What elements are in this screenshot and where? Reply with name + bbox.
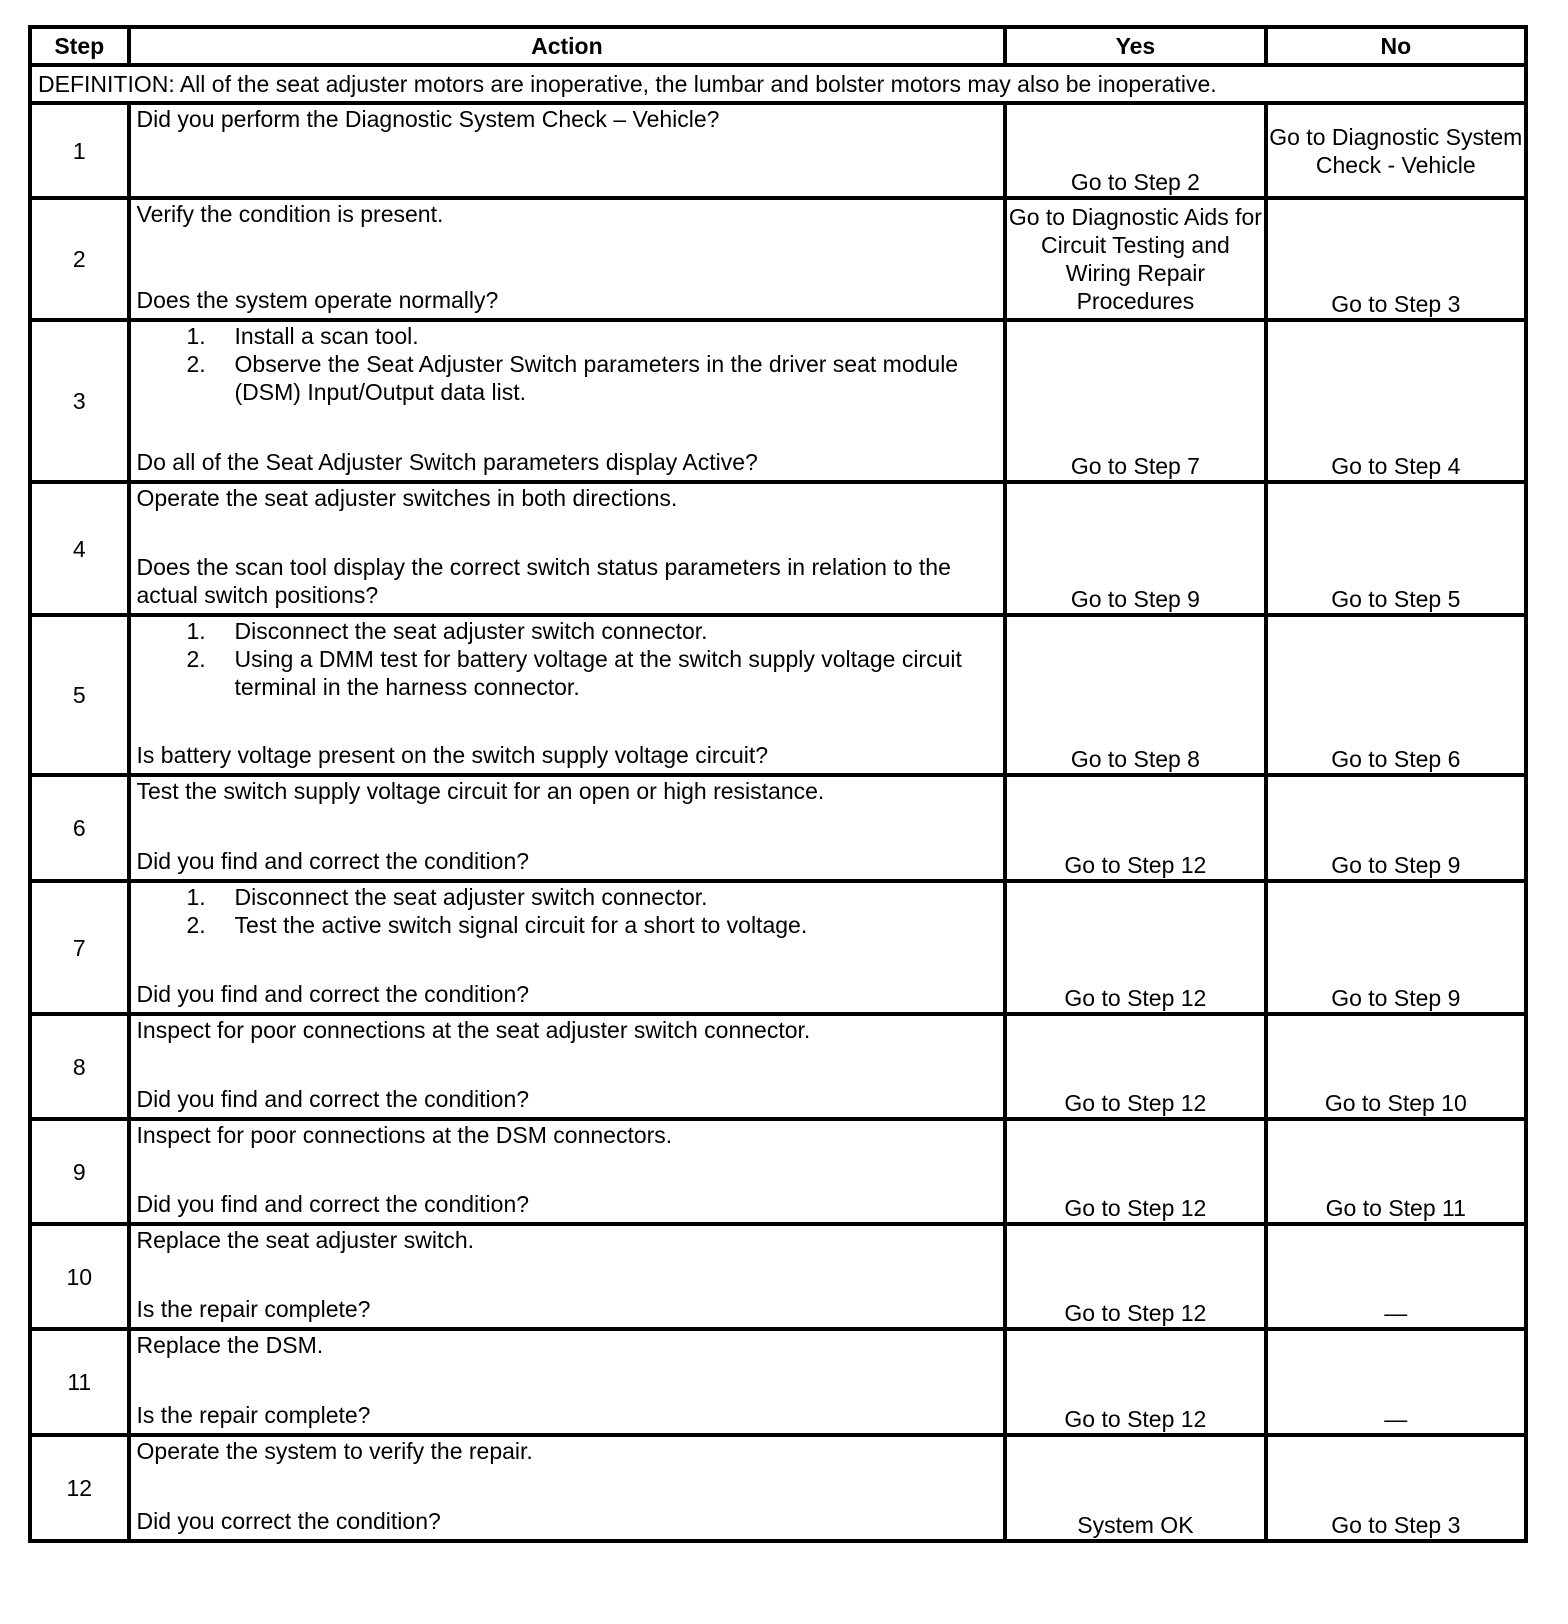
- action-instruction: Replace the seat adjuster switch.: [136, 1227, 475, 1253]
- table-row: [30, 482, 1526, 615]
- list-item-number: 2.: [186, 351, 206, 377]
- list-item-number: 1.: [186, 884, 206, 910]
- step-number: 3: [30, 320, 129, 482]
- table-row: [30, 1224, 1526, 1329]
- table-row: [30, 1014, 1526, 1119]
- action-cell: [129, 1119, 1006, 1224]
- action-cell: [129, 1224, 1006, 1329]
- header-action: Action: [129, 27, 1006, 65]
- action-question: Is the repair complete?: [136, 1402, 371, 1428]
- list-item: [137, 350, 998, 406]
- action-instruction: Operate the seat adjuster switches in both directions.: [136, 485, 678, 511]
- action-instruction: Inspect for poor connections at the seat adjuster switch connector.: [136, 1017, 811, 1043]
- step-number: 12: [30, 1435, 129, 1541]
- table-row: [30, 320, 1526, 482]
- action-question: Did you find and correct the condition?: [136, 848, 530, 874]
- no-result: Go to Step 11: [1266, 1119, 1526, 1224]
- step-number: 6: [30, 775, 129, 881]
- list-item-text: Test the active switch signal circuit for a short to voltage.: [234, 912, 808, 938]
- step-number: 7: [30, 881, 129, 1014]
- action-question: Does the system operate normally?: [136, 287, 499, 313]
- step-number: 5: [30, 615, 129, 775]
- list-item: [137, 322, 998, 350]
- table-row: [30, 775, 1526, 881]
- table-row: [30, 103, 1526, 198]
- action-question: Is the repair complete?: [136, 1296, 371, 1322]
- list-item-number: 1.: [186, 323, 206, 349]
- action-cell: [129, 1435, 1006, 1541]
- table-row: [30, 1119, 1526, 1224]
- action-instruction: Replace the DSM.: [136, 1332, 324, 1358]
- action-instruction: Test the switch supply voltage circuit for an open or high resistance.: [136, 778, 825, 804]
- table-row: [30, 198, 1526, 320]
- list-item-text: Install a scan tool.: [234, 323, 419, 349]
- diagnostic-table: [28, 25, 1528, 1543]
- action-question: Did you find and correct the condition?: [136, 981, 530, 1007]
- table-row: [30, 615, 1526, 775]
- list-item-text: Disconnect the seat adjuster switch connector.: [234, 618, 708, 644]
- step-number: 8: [30, 1014, 129, 1119]
- list-item-text: Using a DMM test for battery voltage at the switch supply voltage circuit terminal in the harness connector.: [234, 646, 962, 700]
- no-result: Go to Step 6: [1266, 615, 1526, 775]
- step-number: 2: [30, 198, 129, 320]
- yes-result: Go to Step 8: [1005, 615, 1265, 775]
- action-cell: [129, 615, 1006, 775]
- yes-result: Go to Step 12: [1005, 881, 1265, 1014]
- action-steps-list: [137, 883, 998, 939]
- table-row: [30, 881, 1526, 1014]
- definition-row: [30, 65, 1526, 103]
- yes-result: Go to Step 2: [1005, 103, 1265, 198]
- no-result: Go to Step 4: [1266, 320, 1526, 482]
- list-item-number: 1.: [186, 618, 206, 644]
- action-question: Do all of the Seat Adjuster Switch parameters display Active?: [136, 449, 758, 475]
- no-result: —: [1266, 1224, 1526, 1329]
- definition-text: DEFINITION: All of the seat adjuster motors are inoperative, the lumbar and bolster motors may also be inoperative.: [30, 65, 1526, 103]
- header-yes: Yes: [1005, 27, 1265, 65]
- step-number: 11: [30, 1329, 129, 1435]
- yes-result: Go to Step 9: [1005, 482, 1265, 615]
- list-item: [137, 911, 998, 939]
- header-no: No: [1266, 27, 1526, 65]
- yes-result: System OK: [1005, 1435, 1265, 1541]
- no-result: Go to Diagnostic System Check - Vehicle: [1266, 103, 1526, 198]
- action-cell: [129, 1014, 1006, 1119]
- action-cell: [129, 1329, 1006, 1435]
- no-result: Go to Step 9: [1266, 775, 1526, 881]
- table-row: [30, 1329, 1526, 1435]
- step-number: 1: [30, 103, 129, 198]
- action-question: Did you correct the condition?: [136, 1508, 441, 1534]
- header-step: Step: [30, 27, 129, 65]
- action-question: Did you perform the Diagnostic System Check – Vehicle?: [136, 106, 720, 132]
- no-result: —: [1266, 1329, 1526, 1435]
- list-item-text: Observe the Seat Adjuster Switch parameters in the driver seat module (DSM) Input/Output data list.: [234, 351, 959, 405]
- yes-result: Go to Step 12: [1005, 1014, 1265, 1119]
- no-result: Go to Step 9: [1266, 881, 1526, 1014]
- action-cell: [129, 198, 1006, 320]
- list-item-number: 2.: [186, 912, 206, 938]
- yes-result: Go to Step 12: [1005, 1329, 1265, 1435]
- no-result: Go to Step 5: [1266, 482, 1526, 615]
- action-question: Is battery voltage present on the switch supply voltage circuit?: [136, 742, 769, 768]
- no-result: Go to Step 3: [1266, 1435, 1526, 1541]
- header-row: [30, 27, 1526, 65]
- yes-result: Go to Step 12: [1005, 775, 1265, 881]
- no-result: Go to Step 10: [1266, 1014, 1526, 1119]
- action-cell: [129, 881, 1006, 1014]
- action-question: Does the scan tool display the correct switch status parameters in relation to the actual switch positions?: [136, 554, 951, 608]
- step-number: 4: [30, 482, 129, 615]
- yes-result: Go to Diagnostic Aids for Circuit Testing and Wiring Repair Procedures: [1005, 198, 1265, 320]
- yes-result: Go to Step 12: [1005, 1119, 1265, 1224]
- list-item: [137, 883, 998, 911]
- action-instruction: Inspect for poor connections at the DSM connectors.: [136, 1122, 673, 1148]
- step-number: 9: [30, 1119, 129, 1224]
- yes-result: Go to Step 7: [1005, 320, 1265, 482]
- list-item: [137, 617, 998, 645]
- action-cell: [129, 775, 1006, 881]
- action-cell: [129, 320, 1006, 482]
- action-cell: [129, 482, 1006, 615]
- table-row: [30, 1435, 1526, 1541]
- list-item: [137, 645, 998, 701]
- list-item-text: Disconnect the seat adjuster switch connector.: [234, 884, 708, 910]
- action-steps-list: [137, 617, 998, 701]
- action-instruction: Verify the condition is present.: [136, 201, 444, 227]
- yes-result: Go to Step 12: [1005, 1224, 1265, 1329]
- action-instruction: Operate the system to verify the repair.: [136, 1438, 533, 1464]
- action-cell: [129, 103, 1006, 198]
- list-item-number: 2.: [186, 646, 206, 672]
- no-result: Go to Step 3: [1266, 198, 1526, 320]
- action-steps-list: [137, 322, 998, 406]
- step-number: 10: [30, 1224, 129, 1329]
- action-question: Did you find and correct the condition?: [136, 1086, 530, 1112]
- action-question: Did you find and correct the condition?: [136, 1191, 530, 1217]
